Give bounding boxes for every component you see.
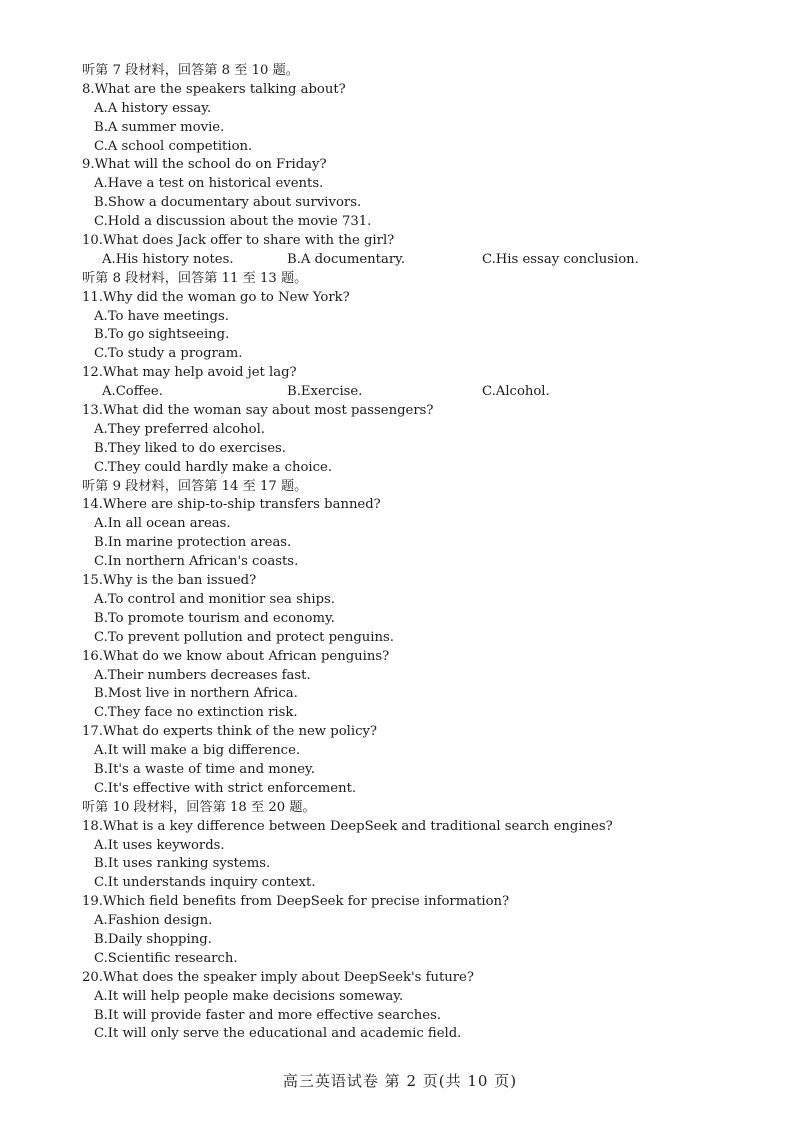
question-text: 16.What do we know about African penguins? — [82, 648, 390, 664]
option-text: A.Fashion design. — [94, 913, 213, 929]
question-text: 9.What will the school do on Friday? — [82, 157, 327, 173]
option-text: A.To control and monitior sea ships. — [94, 591, 335, 607]
option-text: A.A history essay. — [94, 100, 212, 116]
option-text: C.To study a program. — [94, 346, 243, 362]
option-text: C.It's effective with strict enforcement. — [94, 780, 357, 796]
option-text: A.They preferred alcohol. — [94, 421, 265, 437]
option-text: C.His essay conclusion. — [482, 251, 639, 267]
option-text: A.To have meetings. — [94, 308, 229, 324]
question-text: 18.What is a key difference between DeepSeek and traditional search engines? — [82, 818, 613, 834]
question-text: 11.Why did the woman go to New York? — [82, 289, 350, 305]
option-text: C.In northern African's coasts. — [94, 554, 299, 570]
option-text: A.His history notes. — [102, 251, 234, 267]
option-text: B.A documentary. — [287, 251, 406, 267]
option-text: A.It uses keywords. — [94, 837, 225, 853]
option-text: C.A school competition. — [94, 138, 253, 154]
option-text: C.To prevent pollution and protect penguins. — [94, 629, 394, 645]
question-text: 13.What did the woman say about most passengers? — [82, 403, 434, 419]
section-heading: 听第 8 段材料，回答第 11 至 13 题。 — [82, 270, 308, 286]
option-text: C.It will only serve the educational and academic field. — [94, 1026, 462, 1042]
option-text: B.A summer movie. — [94, 119, 225, 135]
option-text: C.Alcohol. — [482, 384, 550, 400]
option-text: B.Show a documentary about survivors. — [94, 195, 362, 211]
option-text: B.Most live in northern Africa. — [94, 686, 298, 702]
option-text: C.They face no extinction risk. — [94, 705, 298, 721]
option-text: B.To promote tourism and economy. — [94, 610, 335, 626]
option-text: A.Coffee. — [102, 384, 163, 400]
option-text: B.To go sightseeing. — [94, 327, 230, 343]
option-text: B.They liked to do exercises. — [94, 440, 286, 456]
option-text: A.Their numbers decreases fast. — [94, 667, 311, 683]
option-text: B.Daily shopping. — [94, 931, 212, 947]
question-text: 15.Why is the ban issued? — [82, 573, 257, 589]
page-footer: 高三英语试卷 第 2 页(共 10 页) — [282, 1072, 518, 1090]
option-text: B.In marine protection areas. — [94, 535, 292, 551]
option-text: C.Hold a discussion about the movie 731. — [94, 214, 372, 230]
question-text: 19.Which field benefits from DeepSeek for precise information? — [82, 894, 510, 910]
question-text: 8.What are the speakers talking about? — [82, 81, 346, 97]
question-list — [82, 62, 742, 1044]
question-text: 12.What may help avoid jet lag? — [82, 365, 297, 381]
option-text: A.It will make a big difference. — [94, 743, 301, 759]
option-text: C.It understands inquiry context. — [94, 875, 316, 891]
question-text: 17.What do experts think of the new policy? — [82, 724, 377, 740]
option-text: B.Exercise. — [287, 384, 363, 400]
options-row — [82, 383, 742, 402]
option-text: B.It will provide faster and more effective searches. — [94, 1007, 442, 1023]
question-text: 14.Where are ship-to-ship transfers banned? — [82, 497, 381, 513]
option-text: A.Have a test on historical events. — [94, 176, 324, 192]
option-text: B.It uses ranking systems. — [94, 856, 271, 872]
option-text: B.It's a waste of time and money. — [94, 761, 315, 777]
options-row — [82, 251, 742, 270]
question-text: 10.What does Jack offer to share with the girl? — [82, 233, 395, 249]
section-heading: 听第 10 段材料，回答第 18 至 20 题。 — [82, 799, 316, 815]
option-text: C.They could hardly make a choice. — [94, 459, 333, 475]
option-text: A.In all ocean areas. — [94, 516, 231, 532]
section-heading: 听第 9 段材料，回答第 14 至 17 题。 — [82, 478, 308, 494]
option-text: A.It will help people make decisions someway. — [94, 988, 404, 1004]
option-text: C.Scientific research. — [94, 950, 238, 966]
section-heading: 听第 7 段材料，回答第 8 至 10 题。 — [82, 63, 299, 78]
question-text: 20.What does the speaker imply about DeepSeek's future? — [82, 969, 474, 985]
